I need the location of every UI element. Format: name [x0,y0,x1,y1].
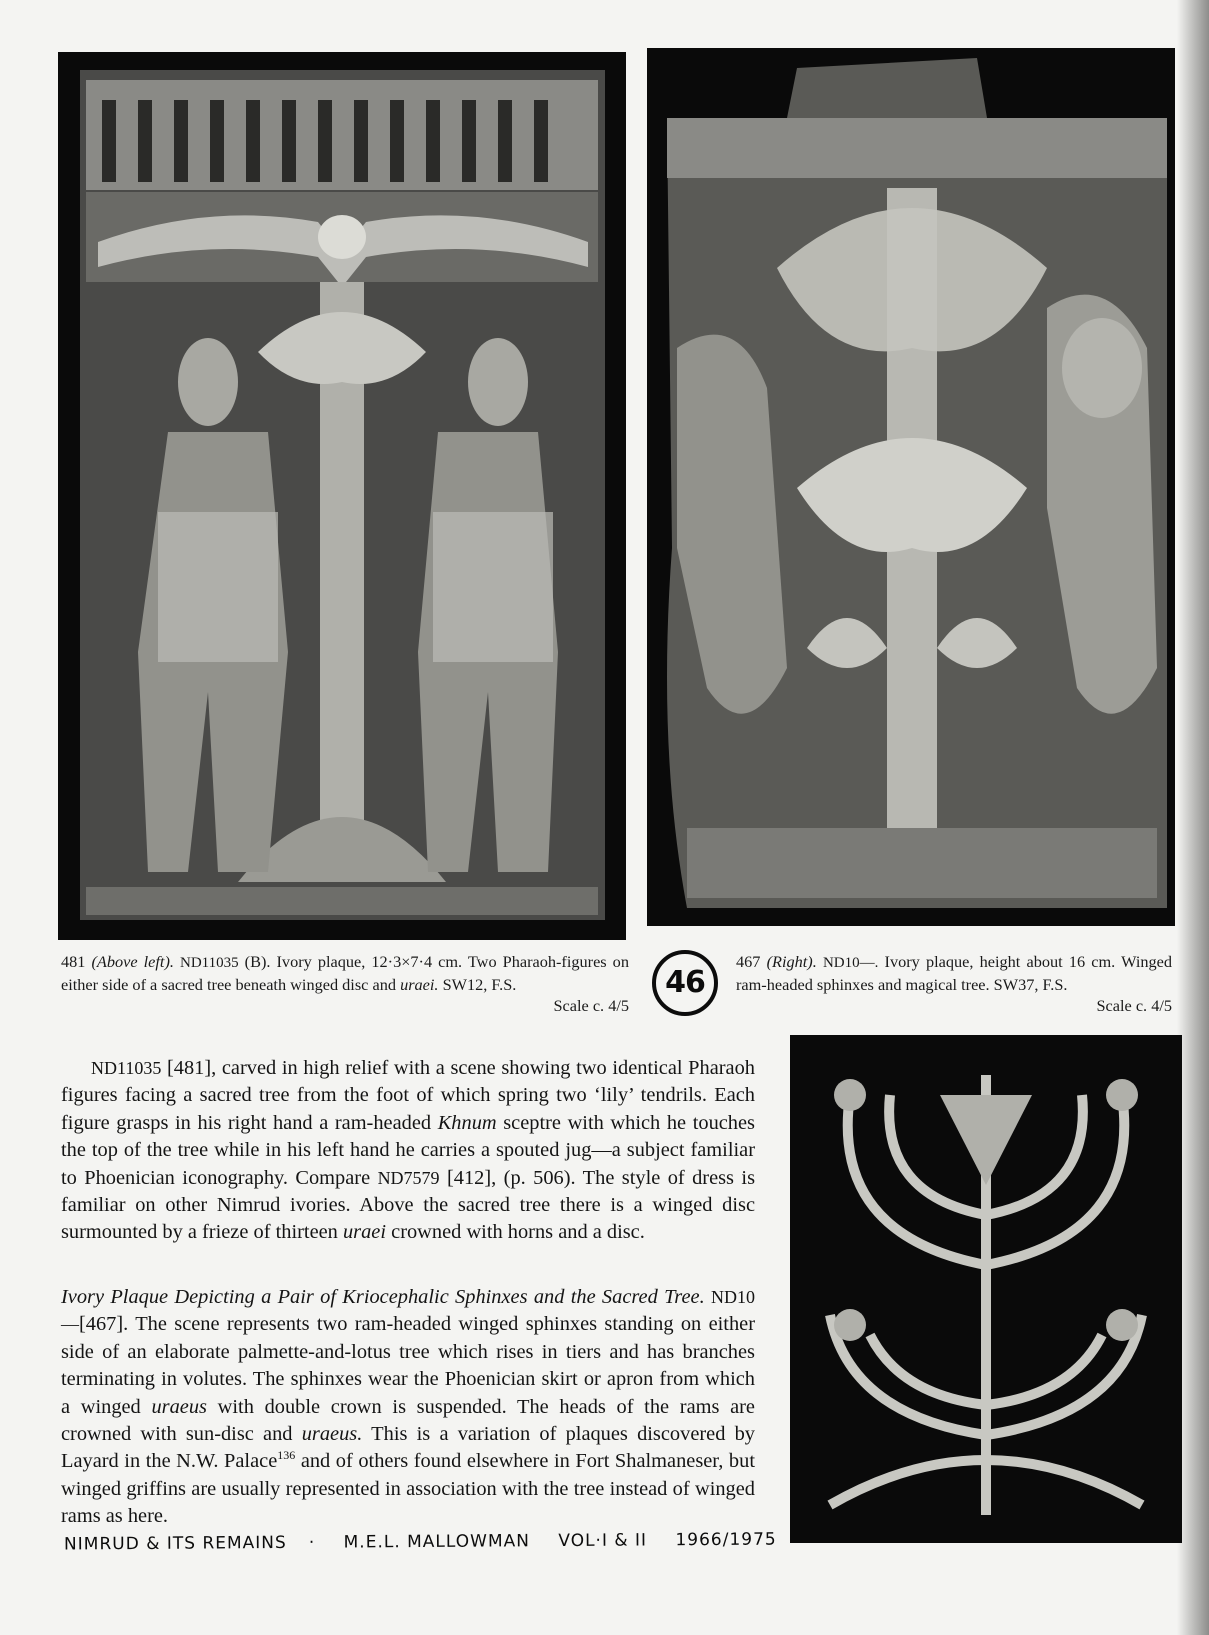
para1-italic-khnum: Khnum [437,1111,497,1134]
caption-467-scale: Scale c. 4/5 [1096,996,1172,1015]
para1-text-1: [481], carved in high relief with a scene showing two identical Pharaoh figures facing a sacred tree from the foot of which spring two ‘lily’ tendrils. Each figure grasps in his right hand a ram-headed [61,1057,755,1134]
para1-italic-uraei: uraei [342,1221,387,1244]
note-volumes: VOL·I & II [558,1530,648,1552]
photo-plate-palmette-tree-detail [790,1035,1182,1543]
footnote-marker: 136 [277,1448,296,1463]
para2-text-3: This is a variation of plaques discovered by Layard in the N.W. Palace [61,1423,755,1473]
para2-italic-uraeus: uraeus [151,1395,207,1418]
para2-heading: Ivory Plaque Depicting a Pair of Kriocephalic Sphinxes and the Sacred Tree. [61,1286,705,1308]
body-paragraph-1 [61,1055,755,1247]
note-title: NIMRUD & ITS REMAINS [63,1532,287,1555]
caption-481-italic: uraei. [400,975,439,994]
caption-plate-467 [736,951,1172,1016]
note-author: M.E.L. MALLOWMAN [343,1531,531,1553]
para1-text-2: sceptre with which he touches the top of the tree while in his left hand he carries a spouted jug—a subject familiar to Phoenician iconography. Compare [61,1111,755,1189]
caption-467-position: (Right). [766,952,817,971]
body-paragraph-2 [61,1284,755,1531]
caption-467-number: 467 [736,952,761,971]
note-years: 1966/1975 [675,1529,777,1551]
para1-text-3: [412], (p. 506). The style of dress is familiar on other Nimrud ivories. Above the sacred tree there is a winged disc surmounted by a frieze of thirteen [61,1166,756,1244]
para1-ref: ND11035 [91,1058,162,1078]
caption-481-position: (Above left). [91,952,174,971]
caption-481-ref: ND11035 [180,955,239,971]
para2-text-2: with double crown is suspended. The heads of the rams are crowned with sun-disc and [61,1395,755,1446]
para2-text-4: and of others found elsewhere in Fort Shalmaneser, but winged griffins are usually represented in association with the tree instead of winged rams as here. [61,1450,755,1528]
caption-plate-481 [61,951,629,1016]
caption-481-text: (B). Ivory plaque, 12·3×7·4 cm. Two Pharaoh-figures on either side of a sacred tree beneath winged disc and [61,952,629,994]
para1-ref-2: ND7579 [377,1167,440,1188]
note-separator: · [308,1532,316,1553]
handwritten-source-note [64,1529,784,1554]
photo-plate-481-pharaoh-figures [58,52,626,940]
plate-number-badge: 46 [652,950,718,1016]
caption-467-ref: ND10—. [822,955,879,971]
caption-481-tail: SW12, F.S. [442,975,517,994]
caption-467-text: Ivory plaque, height about 16 cm. Winged ram-headed sphinxes and magical tree. SW37, F.S. [736,952,1172,994]
para2-italic-uraeus-2: uraeus. [301,1423,363,1446]
photo-plate-467-sphinxes-tree [647,48,1175,926]
para2-ref: ND10— [61,1287,755,1335]
para1-text-4: crowned with horns and a disc. [391,1221,645,1244]
caption-481-number: 481 [61,952,86,971]
para2-text-1: [467]. The scene represents two ram-headed winged sphinxes standing on either side of an elaborate palmette-and-lotus tree which rises in tiers and has branches terminating in volutes. The sphinxes wear the Phoenician skirt or apron from which a winged [61,1313,755,1418]
caption-481-scale: Scale c. 4/5 [553,996,629,1015]
